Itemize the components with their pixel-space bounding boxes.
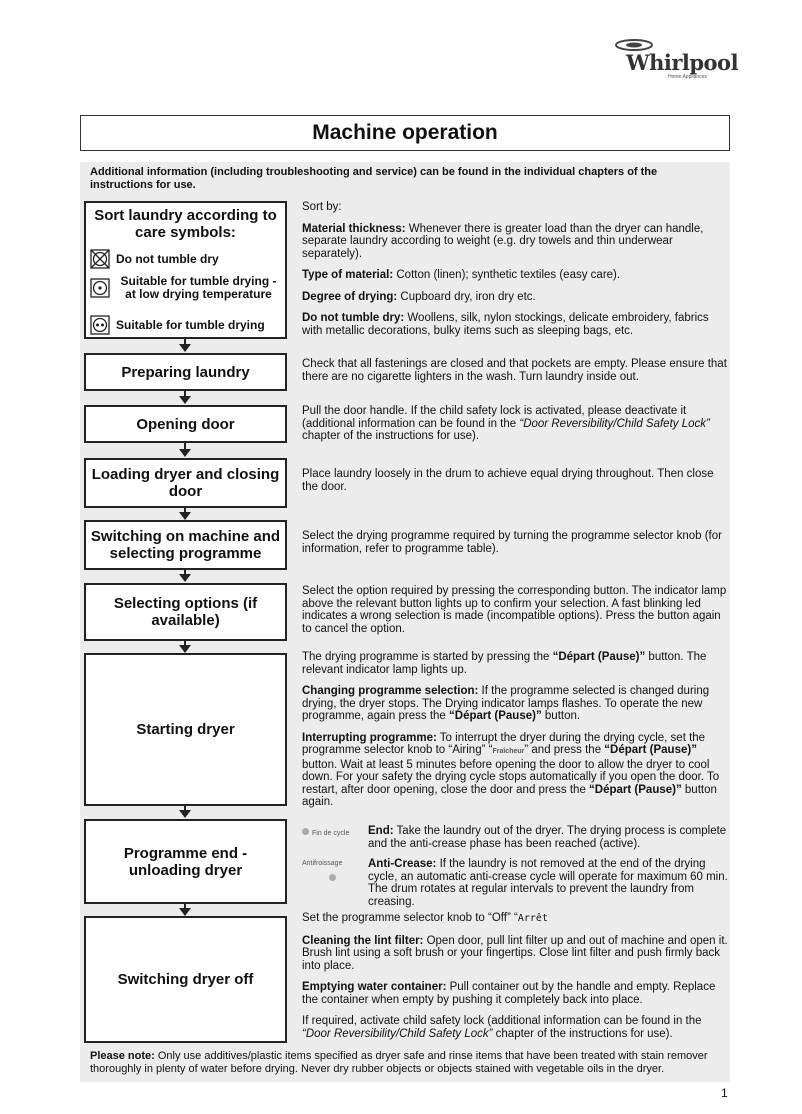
start-paragraph [302,651,730,676]
sort-item [302,291,730,304]
anti-label: Antifroissage [302,860,343,867]
desc: Woollens, silk, nylon stockings, delicate embroidery, fabrics with metallic decorations, bulky items such as sleeping bags, etc. [302,312,709,337]
change-paragraph [302,685,730,723]
symbol-label: Do not tumble dry [116,251,219,266]
text: Open door, pull lint filter up and out of machine and open it. Brush lint using a soft brush or your fingertips. Close lint filter and push firmly back into place. [302,934,728,972]
step-label: Switching on machine and selecting programme [90,528,281,562]
text: button. [541,710,581,722]
step-starting-dryer [84,653,287,806]
options-text [302,585,730,644]
symbol-row [90,315,281,335]
off-paragraph [302,912,730,926]
load-paragraph: Place laundry loosely in the drum to achieve equal drying throughout. Then close the door. [302,468,714,493]
note-term: Please note: [90,1050,155,1062]
step-loading-dryer [84,458,287,508]
fraicheur-label: Fraîcheur [492,748,525,755]
step-label: Switching dryer off [117,971,254,988]
symbol-row [90,275,281,301]
flow-arrow [179,641,191,653]
term: Emptying water container: [302,981,447,993]
text: chapter of the instructions for use). [492,1027,673,1040]
anti-desc [368,858,732,908]
title-box [80,115,730,151]
fin-label: Fin de cycle [312,830,350,837]
step-label: Selecting options (if available) [113,595,258,629]
logo-subtitle: Home Appliances [668,74,707,80]
step-programme-end [84,819,287,904]
desc: Cupboard dry, iron dry etc. [397,290,536,303]
flow-arrow [179,904,191,916]
text: chapter of the instructions for use). [302,430,480,442]
term: Type of material: [302,269,394,281]
flow-arrow [179,339,191,353]
term: Cleaning the lint filter: [302,934,424,947]
flow-arrow [179,806,191,819]
switch-text [302,530,730,564]
text: button. Wait at least 5 minutes before opening the door to allow the dryer to cool down. For your safety the drying cycle stops automatically if you open the door. To restart, after door opening, close the door and press the [302,758,720,796]
text: Pull the door handle. If the child safety lock is activated, please deactivate it (additional information can be found in the [302,405,687,430]
sort-item [302,312,730,337]
text: button again. [302,783,717,808]
text: ” and press the [524,744,605,756]
term: Do not tumble dry: [302,312,405,324]
flow-arrow [179,570,191,583]
interrupt-paragraph [302,732,730,809]
text: The drying programme is started by pressing the [302,651,553,663]
prep-paragraph: Check that all fastenings are closed and that pockets are empty. Please ensure that there are no cigarette lighters in the wash. Turn laundry inside out. [302,358,727,383]
flow-arrow [179,443,191,458]
depart-pause-label: “Départ (Pause)” [604,744,697,756]
indicator-lamp-icon [302,828,309,835]
page-number: 1 [721,1086,728,1100]
text: Take the laundry out of the dryer. The drying process is complete and the anti-crease phase has been reached (active). [368,825,727,850]
flow-arrow [179,508,191,520]
text: To interrupt the dryer during the drying cycle, set the programme selector knob to “Airing” “ [302,731,706,756]
anti-indicator [302,858,368,908]
indicator-lamp-icon [329,874,336,881]
depart-pause-label: “Départ (Pause)” [552,651,646,663]
step-label: Programme end - unloading dryer [123,844,248,879]
options-paragraph: Select the option required by pressing the corresponding button. The indicator lamp above the relevant button lights up to confirm your selection. A fast blinking led indicates a wrong selection is made (incompatible options). Press the button again to cancel the option. [302,585,727,635]
fin-indicator [302,825,368,850]
step-preparing-laundry [84,353,287,391]
text: If the programme selected is changed during drying, the dryer stops. The Drying indicator lamps flashes. To operate the new programme, again press the [302,685,710,722]
text: button. The relevant indicator lamp lights up. [302,651,707,676]
text: Pull container out by the handle and empty. Replace the container when empty by pushing it completely back into place. [302,981,716,1006]
symbol-row [90,249,281,269]
desc: Whenever there is greater load than the dryer can handle, separate laundry according to weight (e.g. dry towels and thin underwear separately). [302,222,704,260]
water-paragraph [302,981,730,1006]
whirlpool-logo [612,38,739,84]
term: Anti-Crease: [368,858,437,870]
term: Interrupting programme: [302,731,437,744]
text: If required, activate child safety lock (additional information can be found in the [302,1015,702,1027]
term: Material thickness: [302,222,406,235]
step-label: Opening door [136,415,235,433]
end-desc [368,825,732,850]
tumble-dry-low-icon [90,278,110,298]
page-title: Machine operation [312,121,498,144]
step-switching-off [84,916,287,1043]
text: If the laundry is not removed at the end of the drying cycle, an automatic anti-crease cycle will operate for maximum 60 min. The drum rotates at regular intervals to prevent the laundry from creasing. [368,858,728,908]
step-label: Starting dryer [136,721,235,738]
chapter-ref: “Door Reversibility/Child Safety Lock” [519,417,710,430]
prep-text [302,358,730,392]
lock-paragraph [302,1015,730,1040]
sort-text [302,201,730,346]
term: Degree of drying: [302,290,398,303]
please-note [90,1050,726,1075]
sort-item [302,223,730,261]
sort-item [302,269,730,282]
step-selecting-options [84,583,287,641]
tumble-dry-normal-icon [90,315,110,335]
depart-pause-label: “Départ (Pause)” [449,710,542,722]
term: Changing programme selection: [302,685,479,697]
sort-heading: Sort by: [302,201,342,213]
desc: Cotton (linen); synthetic textiles (easy care). [393,269,621,281]
chapter-ref: “Door Reversibility/Child Safety Lock” [302,1027,493,1040]
text: Set the programme selector knob to “Off” “ [302,912,518,924]
symbol-label: Suitable for tumble drying - at low drying temperature [120,274,277,301]
door-text [302,405,730,452]
sort-laundry-box [84,201,287,339]
flow-arrow [179,391,191,405]
no-tumble-dry-icon [90,249,110,269]
sort-title: Sort laundry according to care symbols: [94,207,277,241]
step-label: Loading dryer and closing door [91,466,280,500]
intro-text: Additional information (including troubleshooting and service) can be found in the individual chapters of the instructions for use. [90,166,658,191]
end-text [302,825,732,908]
lint-paragraph [302,935,730,973]
end-row [302,825,732,850]
note-text: Only use additives/plastic items specified as dryer safe and rinse items that have been treated with stain remover thoroughly in plenty of water before drying. Never dry rubber objects or objects stained with vegetable oils in the dryer. [90,1050,708,1075]
switch-paragraph: Select the drying programme required by turning the programme selector knob (for information, refer to programme table). [302,530,722,555]
term: End: [368,825,394,837]
step-label: Preparing laundry [121,363,250,381]
logo-wordmark: Whirlpool [626,50,739,75]
symbol-label: Suitable for tumble drying [116,317,265,332]
step-opening-door [84,405,287,443]
arret-label: Arrêt [517,913,548,924]
off-text [302,912,730,1049]
depart-pause-label: “Départ (Pause)” [589,783,682,796]
door-paragraph [302,405,730,443]
step-switching-on [84,520,287,570]
start-text [302,651,730,818]
load-text [302,468,730,502]
anti-row [302,858,732,908]
